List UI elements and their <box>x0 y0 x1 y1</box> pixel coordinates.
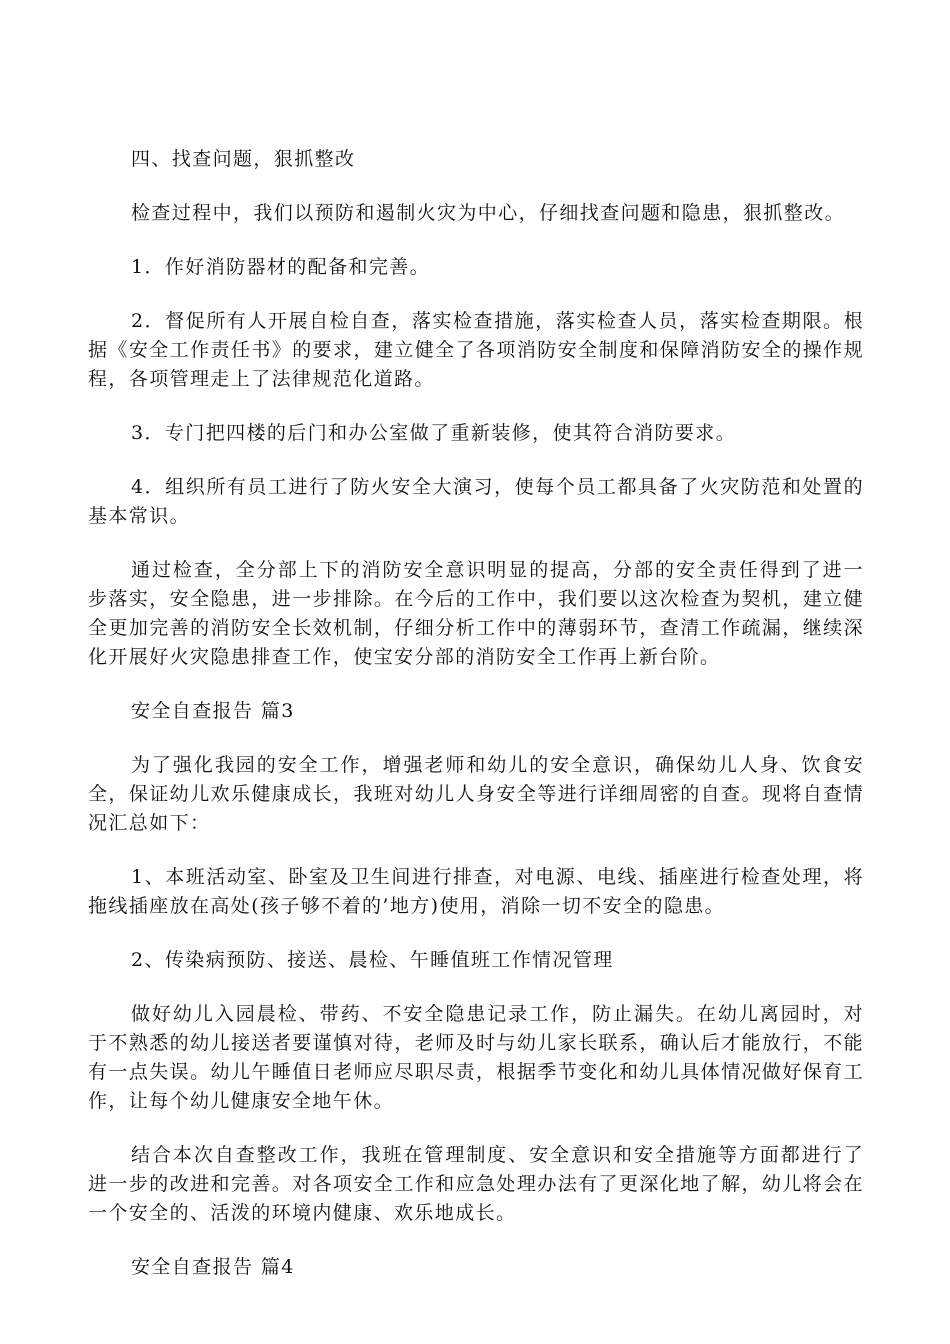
paragraph: 做好幼儿入园晨检、带药、不安全隐患记录工作，防止漏失。在幼儿离园时，对于不熟悉的幼儿接送者要谨慎对待，老师及时与幼儿家长联系，确认后才能放行，不能有一点失误。幼儿午睡值日老师应尽职尽责，根据季节变化和幼儿具体情况做好保育工作，让每个幼儿健康安全地午休。 <box>88 1003 864 1112</box>
document-body <box>88 145 864 1307</box>
section-heading: 安全自查报告 篇3 <box>131 700 295 722</box>
list-item: 1．作好消防器材的配备和完善。 <box>131 256 431 278</box>
list-item: 1、本班活动室、卧室及卫生间进行排查，对电源、电线、插座进行检查处理，将拖线插座放在高处(孩子够不着的’地方)使用，消除一切不安全的隐患。 <box>88 866 864 917</box>
paragraph: 为了强化我园的安全工作，增强老师和幼儿的安全意识，确保幼儿人身、饮食安全，保证幼儿欢乐健康成长，我班对幼儿人身安全等进行详细周密的自查。现将自查情况汇总如下： <box>88 754 864 834</box>
paragraph: 通过检查，全分部上下的消防安全意识明显的提高，分部的安全责任得到了进一步落实，安全隐患，进一步排除。在今后的工作中，我们要以这次检查为契机，建立健全更加完善的消防安全长效机制，仔细分析工作中的薄弱环节，查清工作疏漏，继续深化开展好火灾隐患排查工作，使宝安分部的消防安全工作再上新台阶。 <box>88 559 864 668</box>
section-heading: 安全自查报告 篇4 <box>131 1256 295 1278</box>
list-item: 4．组织所有员工进行了防火安全大演习，使每个员工都具备了火灾防范和处置的基本常识。 <box>88 476 864 527</box>
list-item: 2．督促所有人开展自检自查，落实检查措施，落实检查人员，落实检查期限。根据《安全工作责任书》的要求，建立健全了各项消防安全制度和保障消防安全的操作规程，各项管理走上了法律规范化道路。 <box>88 310 864 390</box>
section-heading: 四、找查问题，狠抓整改 <box>131 148 356 170</box>
list-item: 2、传染病预防、接送、晨检、午睡值班工作情况管理 <box>131 949 614 971</box>
paragraph: 检查过程中，我们以预防和遏制火灾为中心，仔细找查问题和隐患，狠抓整改。 <box>131 202 846 224</box>
paragraph: 结合本次自查整改工作，我班在管理制度、安全意识和安全措施等方面都进行了进一步的改进和完善。对各项安全工作和应急处理办法有了更深化地了解，幼儿将会在一个安全的、活泼的环境内健康、欢乐地成长。 <box>88 1144 864 1224</box>
list-item: 3．专门把四楼的后门和办公室做了重新装修，使其符合消防要求。 <box>131 422 737 444</box>
